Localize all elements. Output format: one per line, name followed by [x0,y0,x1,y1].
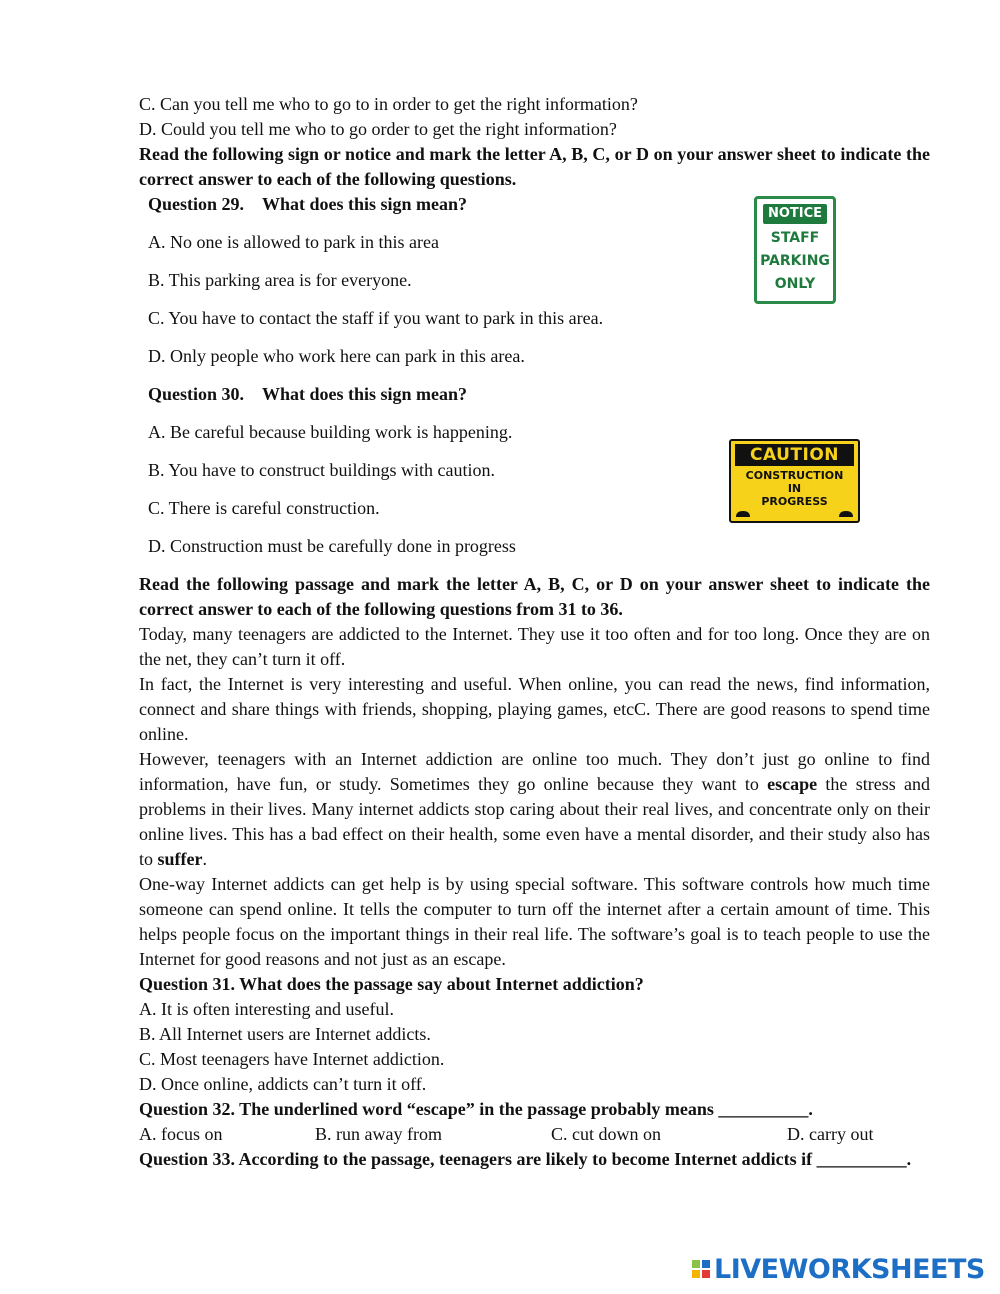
caution-sign-text [731,469,858,508]
question-30-text: What does this sign mean? [262,384,468,404]
signs-instruction: Read the following sign or notice and mark the letter A, B, C, or D on your answer sheet to indicate the correct answer to each of the following questions. [139,144,930,189]
liveworksheets-logo [692,1252,985,1286]
caution-line-1: CONSTRUCTION [745,469,844,482]
notice-line-3: ONLY [774,276,816,292]
q31-option-b[interactable]: B. All Internet users are Internet addicts. [139,1024,431,1044]
option-d-previous: D. Could you tell me who to go order to get the right information? [139,119,617,139]
passage-paragraph-3 [139,747,930,872]
hard-hat-icon [838,509,854,518]
liveworksheets-logo-icon [692,1260,710,1278]
q32-option-b[interactable]: B. run away from [315,1124,442,1144]
question-33: Question 33. According to the passage, teenagers are likely to become Internet addicts if __________. [139,1149,912,1169]
word-escape: escape [767,774,818,794]
question-29-number: Question 29. [148,194,245,214]
notice-line-1: STAFF [770,230,820,246]
q29-option-d[interactable]: D. Only people who work here can park in this area. [148,346,525,366]
notice-sign-text [757,227,833,296]
passage-instruction: Read the following passage and mark the letter A, B, C, or D on your answer sheet to indicate the correct answer to each of the following questions from 31 to 36. [139,574,930,619]
notice-sign-header: NOTICE [763,204,827,224]
q31-option-c[interactable]: C. Most teenagers have Internet addiction. [139,1049,445,1069]
passage-paragraph-4: One-way Internet addicts can get help is by using special software. This software controls how much time someone can spend online. It tells the computer to turn off the internet after a certain amount of time. This helps people focus on the important things in their real life. The software’s goal is to teach people to use the Internet for good reasons and not just as an escape. [139,874,930,969]
q29-option-b[interactable]: B. This parking area is for everyone. [148,270,412,290]
caution-line-2: IN [787,482,802,495]
question-29-text: What does this sign mean? [262,194,468,214]
caution-sign-header: CAUTION [735,444,854,466]
notice-line-2: PARKING [760,253,830,269]
liveworksheets-logo-text: LIVEWORKSHEETS [714,1253,985,1285]
q29-option-c[interactable]: C. You have to contact the staff if you want to park in this area. [148,308,604,328]
hard-hat-icon [735,509,751,518]
staff-parking-notice-sign [754,196,836,304]
passage-paragraph-2: In fact, the Internet is very interesting and useful. When online, you can read the news, find information, connect and share things with friends, shopping, playing games, etcC. There are good reasons to spend time online. [139,674,930,744]
q32-option-d[interactable]: D. carry out [787,1124,874,1144]
q30-option-c[interactable]: C. There is careful construction. [148,498,380,518]
question-30 [139,382,930,407]
p3-part-a: However, teenagers with an Internet addiction are online too much. They don’t just go online to find information, have fun, or study. Sometimes they go online because they want to [139,749,930,794]
option-c-previous: C. Can you tell me who to go to in order to get the right information? [139,94,638,114]
question-32: Question 32. The underlined word “escape” in the passage probably means __________. [139,1099,813,1119]
q32-option-a[interactable]: A. focus on [139,1124,223,1144]
q30-option-b[interactable]: B. You have to construct buildings with caution. [148,460,495,480]
q30-option-d[interactable]: D. Construction must be carefully done in progress [148,536,516,556]
q32-option-c[interactable]: C. cut down on [551,1124,661,1144]
word-suffer: suffer [157,849,203,869]
q32-options-row [139,1122,930,1147]
passage-paragraph-1: Today, many teenagers are addicted to the Internet. They use it too often and for too long. Once they are on the net, they can’t turn it off. [139,624,930,669]
caution-line-3: PROGRESS [761,495,828,508]
p3-part-b: the stress and problems in their lives. Many internet addicts stop caring about their real lives, and concentrate only on their online lives. This has a bad effect on their health, some even have a mental disorder, and their study also has to [139,774,930,869]
construction-caution-sign [729,439,860,523]
q30-option-a[interactable]: A. Be careful because building work is happening. [148,422,513,442]
q31-option-a[interactable]: A. It is often interesting and useful. [139,999,394,1019]
q31-option-d[interactable]: D. Once online, addicts can’t turn it off. [139,1074,427,1094]
q29-option-a[interactable]: A. No one is allowed to park in this area [148,232,439,252]
question-30-number: Question 30. [148,384,245,404]
question-31: Question 31. What does the passage say about Internet addiction? [139,974,644,994]
p3-part-c: . [202,849,207,869]
